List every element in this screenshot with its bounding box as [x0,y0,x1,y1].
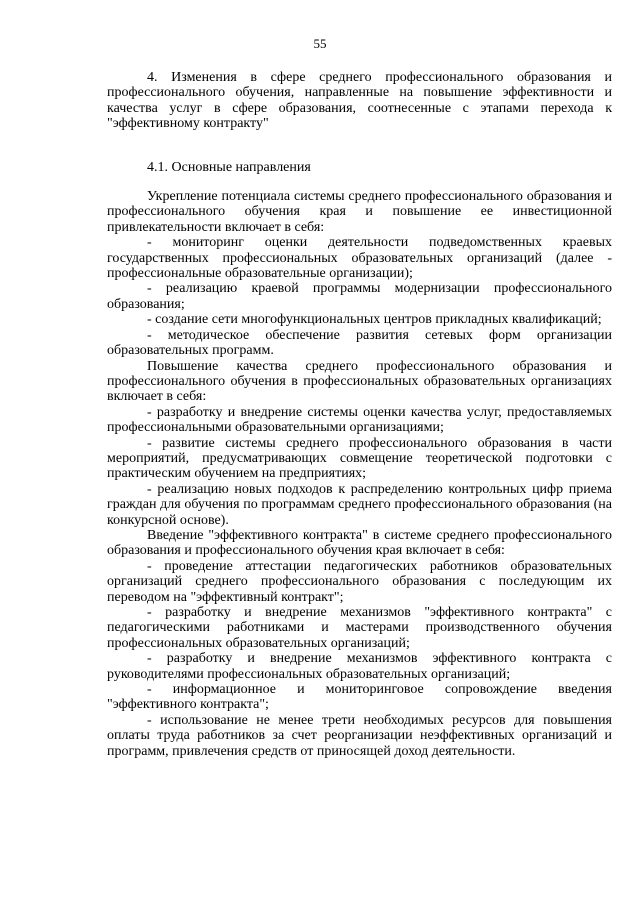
list-item: - разработку и внедрение механизмов эффективного контракта с руководителями профессиональных образовательных организаций; [107,651,612,682]
list-item: - информационное и мониторинговое сопровождение введения "эффективного контракта"; [107,682,612,713]
list-item: - проведение аттестации педагогических работников образовательных организаций среднего профессионального образования с последующим их переводом на "эффективный контракт"; [107,558,612,605]
list-item: - создание сети многофункциональных центров прикладных квалификаций; [147,312,602,328]
section-heading: 4. Изменения в сфере среднего профессионального образования и профессионального обучения, направленные на повышение эффективности и качества услуг в сфере образования, соотнесенные с этапами перехода к "эффективному контракту" [107,70,612,132]
list-item: - разработку и внедрение механизмов "эффективного контракта" с педагогическими работниками и мастерами производственного обучения профессиональных образовательных организаций; [107,605,612,651]
list-item: - использование не менее трети необходимых ресурсов для повышения оплаты труда работников за счет реорганизации неэффективных организаций и программ, привлечения средств от приносящей доход деятельности. [107,712,612,759]
paragraph-3: Введение "эффективного контракта" в системе среднего профессионального образования и профессионального обучения края включает в себя: [107,527,612,559]
list-item: - методическое обеспечение развития сетевых форм организации образовательных программ. [107,327,612,359]
document-body [107,70,612,759]
list-item: - реализацию краевой программы модернизации профессионального образования; [107,281,612,312]
page-number: 55 [313,36,327,51]
list-item: - развитие системы среднего профессионального образования в части мероприятий, предусматривающих совмещение теоретической подготовки с практическим обучением на предприятиях; [107,435,612,482]
list-item: - разработку и внедрение системы оценки качества услуг, предоставляемых профессиональными образовательными организациями; [107,404,612,436]
list-item: - реализацию новых подходов к распределению контрольных цифр приема граждан для обучения по программам среднего профессионального образования (на конкурсной основе). [107,481,612,528]
paragraph-1: Укрепление потенциала системы среднего профессионального образования и профессионального обучения края и повышение ее инвестиционной привлекательности включает в себя: [107,189,612,235]
paragraph-2: Повышение качества среднего профессионального образования и профессионального обучения в профессиональных образовательных организациях включает в себя: [107,358,612,405]
subsection-heading: 4.1. Основные направления [147,159,311,175]
list-item: - мониторинг оценки деятельности подведомственных краевых государственных профессиональных образовательных организаций (далее - профессиональные образовательные организации); [107,235,612,282]
